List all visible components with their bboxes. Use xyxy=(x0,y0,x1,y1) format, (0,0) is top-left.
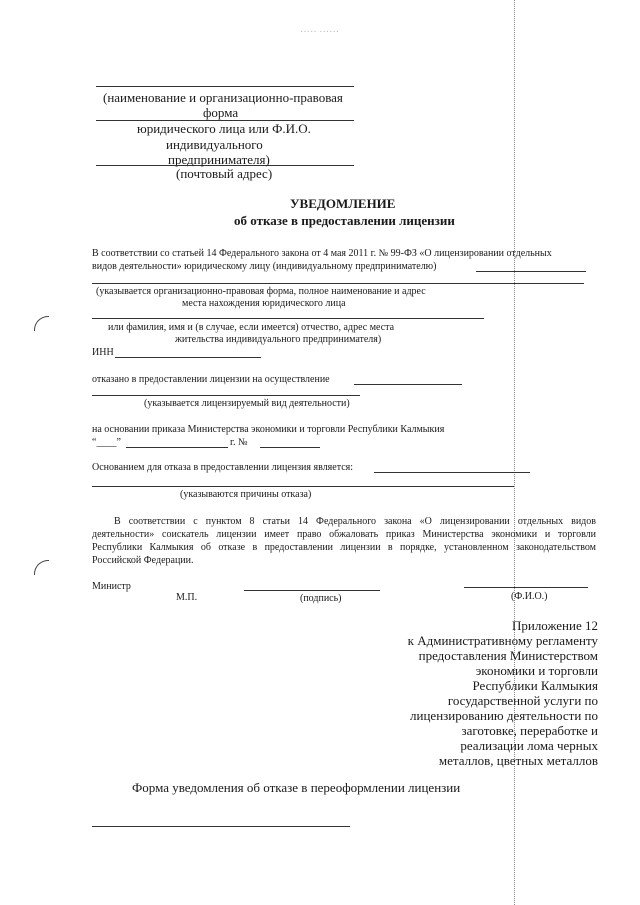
addressee-name-line xyxy=(96,86,354,87)
appendix-line-5: Республики Калмыкия xyxy=(472,678,598,693)
order-date-fill-line xyxy=(126,447,228,448)
order-date-quote: “____” xyxy=(92,437,121,448)
fio-caption: (Ф.И.О.) xyxy=(511,591,548,602)
signature-caption: (подпись) xyxy=(300,593,342,604)
signature-fill-line xyxy=(244,590,380,591)
hint-residence: жительства индивидуального предпринимателя) xyxy=(175,334,382,345)
inn-fill-line xyxy=(115,357,261,358)
addressee-caption-5: предпринимателя) xyxy=(168,152,270,167)
appendix-line-8: заготовке, переработке и xyxy=(461,723,598,738)
grounds-detail-line xyxy=(92,486,514,487)
form-title: Форма уведомления об отказе в переоформлении лицензии xyxy=(132,780,461,795)
refused-label: отказано в предоставлении лицензии на осуществление xyxy=(92,374,330,385)
activity-fill-line xyxy=(354,384,462,385)
appendix-line-2: к Административному регламенту xyxy=(407,633,598,648)
stamp-label: М.П. xyxy=(176,592,198,603)
recipient-detail-line xyxy=(92,283,584,284)
fio-fill-line xyxy=(464,587,588,588)
body-paragraph-2-line-1: В соответствии с пунктом 8 статьи 14 Федерального закона «О лицензировании отдельных видов xyxy=(114,516,596,527)
addressee-caption-4: индивидуального xyxy=(166,137,263,152)
activity-detail-line xyxy=(92,395,360,396)
body-paragraph-2-line-3: Республики Калмыкия об отказе в предоставлении лицензии в порядке, установленном законодательством xyxy=(92,542,596,553)
document-subtitle: об отказе в предоставлении лицензии xyxy=(234,213,455,228)
faint-header-text: ····· ······ xyxy=(300,27,340,38)
minister-label: Министр xyxy=(92,581,131,592)
body-paragraph-2-line-2: деятельности» соискатель лицензии имеет право обжаловать приказ Министерства экономики и торговли xyxy=(92,529,596,540)
appendix-line-3: предоставления Министерством xyxy=(418,648,598,663)
hint-individual-name: или фамилия, имя и (в случае, если имеется) отчество, адрес места xyxy=(108,322,395,333)
appendix-line-4: экономики и торговли xyxy=(475,663,598,678)
document-title: УВЕДОМЛЕНИЕ xyxy=(290,196,396,211)
order-basis-line: на основании приказа Министерства экономики и торговли Республики Калмыкия xyxy=(92,424,445,435)
punch-hole-mark xyxy=(34,316,49,331)
hint-activity-type: (указывается лицензируемый вид деятельности) xyxy=(144,398,350,409)
body-paragraph-2-line-4: Российской Федерации. xyxy=(92,555,194,566)
scan-margin-line xyxy=(514,0,515,905)
body-paragraph-1-line-2: видов деятельности» юридическому лицу (индивидуальному предпринимателю) xyxy=(92,261,437,272)
addressee-caption-2: форма xyxy=(203,105,239,120)
appendix-line-7: лицензированию деятельности по xyxy=(410,708,598,723)
grounds-label: Основанием для отказа в предоставлении лицензия является: xyxy=(92,462,354,473)
punch-hole-mark xyxy=(34,560,49,575)
appendix-line-1: Приложение 12 xyxy=(511,618,598,633)
hint-location: места нахождения юридического лица xyxy=(182,298,346,309)
hint-grounds: (указываются причины отказа) xyxy=(180,489,312,500)
bottom-fill-line xyxy=(92,826,350,827)
body-paragraph-1-line-1: В соответствии со статьей 14 Федерального закона от 4 мая 2011 г. № 99-ФЗ «О лицензировании отдельных xyxy=(92,248,552,259)
inn-label: ИНН xyxy=(92,347,114,358)
order-number-fill-line xyxy=(260,447,320,448)
appendix-line-6: государственной услуги по xyxy=(447,693,598,708)
postal-address-caption: (почтовый адрес) xyxy=(176,166,273,181)
appendix-line-10: металлов, цветных металлов xyxy=(438,753,598,768)
order-year-number: г. № xyxy=(230,437,248,448)
addressee-caption-1: (наименование и организационно-правовая xyxy=(103,90,343,105)
recipient-fill-line xyxy=(476,271,586,272)
recipient-name-line xyxy=(92,318,484,319)
appendix-line-9: реализации лома черных xyxy=(460,738,598,753)
grounds-fill-line xyxy=(374,472,530,473)
hint-org-form: (указывается организационно-правовая форма, полное наименование и адрес xyxy=(96,286,426,297)
addressee-caption-3: юридического лица или Ф.И.О. xyxy=(137,121,311,136)
